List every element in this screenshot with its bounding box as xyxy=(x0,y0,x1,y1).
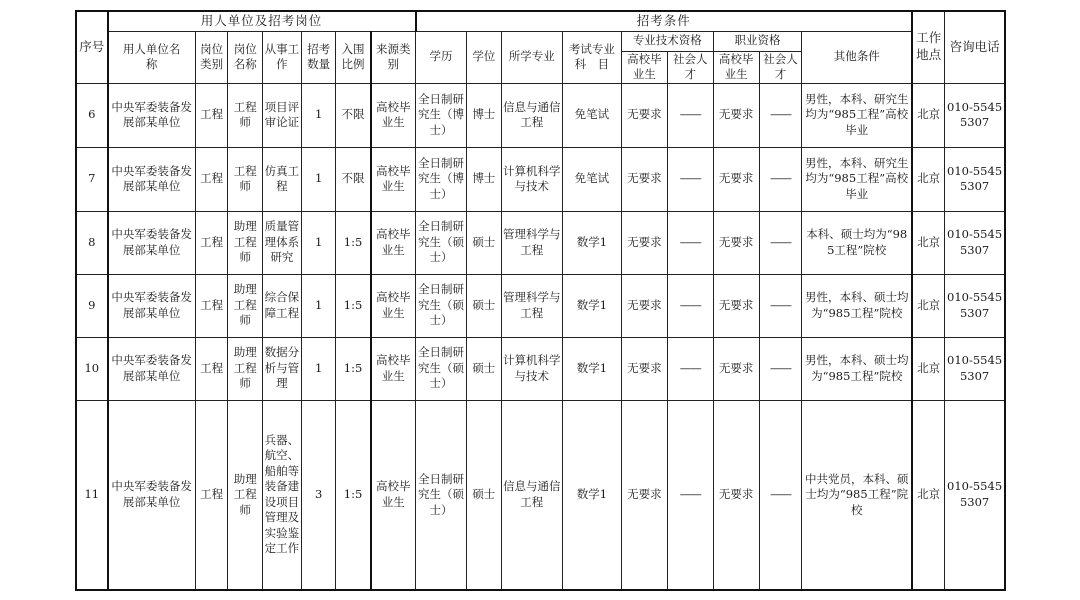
cell-post-type: 工程 xyxy=(195,400,228,590)
table-row xyxy=(76,83,1005,147)
cell-tech-social: —— xyxy=(667,83,713,147)
cell-work: 质量管理体系研究 xyxy=(263,211,302,274)
cell-post-type: 工程 xyxy=(195,211,228,274)
cell-major: 管理科学与工程 xyxy=(501,274,562,337)
cell-ratio: 1:5 xyxy=(336,211,371,274)
header-major: 所学专业 xyxy=(501,31,562,83)
cell-other: 中共党员，本科、硕士均为“985工程”院校 xyxy=(802,400,912,590)
cell-phone: 010-55455307 xyxy=(945,211,1005,274)
cell-major: 管理科学与工程 xyxy=(501,211,562,274)
cell-seq: 8 xyxy=(76,211,108,274)
header-phone: 咨询电话 xyxy=(945,11,1005,83)
header-job-social: 社会人才 xyxy=(759,51,802,83)
cell-exam: 数学1 xyxy=(562,274,621,337)
cell-tech-grad: 无要求 xyxy=(621,274,667,337)
header-tech-grad: 高校毕业生 xyxy=(621,51,667,83)
cell-work: 综合保障工程 xyxy=(263,274,302,337)
cell-tech-grad: 无要求 xyxy=(621,83,667,147)
cell-work: 兵器、航空、船舶等装备建设项目管理及实验鉴定工作 xyxy=(263,400,302,590)
cell-seq: 7 xyxy=(76,147,108,211)
cell-exam: 数学1 xyxy=(562,337,621,400)
cell-source: 高校毕业生 xyxy=(371,400,416,590)
cell-exam: 免笔试 xyxy=(562,147,621,211)
cell-exam: 数学1 xyxy=(562,211,621,274)
table-row xyxy=(76,274,1005,337)
cell-source: 高校毕业生 xyxy=(371,337,416,400)
cell-unit: 中央军委装备发展部某单位 xyxy=(108,400,196,590)
header-tech-social: 社会人才 xyxy=(667,51,713,83)
recruitment-table-sheet xyxy=(75,10,1006,586)
cell-source: 高校毕业生 xyxy=(371,274,416,337)
recruitment-table xyxy=(75,10,1006,591)
cell-post-type: 工程 xyxy=(195,83,228,147)
cell-edu: 全日制研究生（硕士） xyxy=(416,337,467,400)
cell-seq: 9 xyxy=(76,274,108,337)
cell-other: 本科、硕士均为“985工程”院校 xyxy=(802,211,912,274)
cell-edu: 全日制研究生（硕士） xyxy=(416,400,467,590)
cell-place: 北京 xyxy=(912,274,945,337)
cell-ratio: 1:5 xyxy=(336,400,371,590)
cell-tech-social: —— xyxy=(667,147,713,211)
cell-place: 北京 xyxy=(912,211,945,274)
table-body xyxy=(76,83,1005,590)
cell-unit: 中央军委装备发展部某单位 xyxy=(108,147,196,211)
header-place: 工作地点 xyxy=(912,11,945,83)
cell-count: 1 xyxy=(301,83,336,147)
cell-work: 数据分析与管理 xyxy=(263,337,302,400)
cell-other: 男性，本科、硕士均为“985工程”院校 xyxy=(802,274,912,337)
cell-tech-social: —— xyxy=(667,274,713,337)
cell-job-grad: 无要求 xyxy=(713,83,759,147)
cell-job-social: —— xyxy=(759,274,802,337)
table-row xyxy=(76,400,1005,590)
cell-unit: 中央军委装备发展部某单位 xyxy=(108,337,196,400)
cell-post-name: 助理工程师 xyxy=(228,211,263,274)
cell-count: 1 xyxy=(301,274,336,337)
cell-job-grad: 无要求 xyxy=(713,337,759,400)
cell-seq: 10 xyxy=(76,337,108,400)
cell-tech-grad: 无要求 xyxy=(621,337,667,400)
cell-post-name: 工程师 xyxy=(228,147,263,211)
cell-ratio: 1:5 xyxy=(336,337,371,400)
cell-job-grad: 无要求 xyxy=(713,400,759,590)
header-post-name: 岗位名称 xyxy=(228,31,263,83)
table-row xyxy=(76,147,1005,211)
header-post-type: 岗位类别 xyxy=(195,31,228,83)
cell-seq: 11 xyxy=(76,400,108,590)
cell-post-type: 工程 xyxy=(195,337,228,400)
cell-unit: 中央军委装备发展部某单位 xyxy=(108,211,196,274)
cell-exam: 数学1 xyxy=(562,400,621,590)
cell-post-type: 工程 xyxy=(195,147,228,211)
header-job-grad: 高校毕业生 xyxy=(713,51,759,83)
cell-tech-grad: 无要求 xyxy=(621,400,667,590)
cell-degree: 硕士 xyxy=(466,211,501,274)
cell-edu: 全日制研究生（博士） xyxy=(416,147,467,211)
cell-degree: 硕士 xyxy=(466,337,501,400)
cell-unit: 中央军委装备发展部某单位 xyxy=(108,274,196,337)
cell-edu: 全日制研究生（硕士） xyxy=(416,211,467,274)
header-exam: 考试专业科 目 xyxy=(562,31,621,83)
cell-degree: 博士 xyxy=(466,83,501,147)
cell-degree: 硕士 xyxy=(466,400,501,590)
cell-phone: 010-55455307 xyxy=(945,337,1005,400)
cell-degree: 硕士 xyxy=(466,274,501,337)
cell-place: 北京 xyxy=(912,337,945,400)
header-tech-qualification: 专业技术资格 xyxy=(621,31,713,51)
cell-phone: 010-55455307 xyxy=(945,147,1005,211)
cell-edu: 全日制研究生（硕士） xyxy=(416,274,467,337)
cell-work: 仿真工程 xyxy=(263,147,302,211)
cell-job-grad: 无要求 xyxy=(713,211,759,274)
cell-job-social: —— xyxy=(759,400,802,590)
cell-phone: 010-55455307 xyxy=(945,400,1005,590)
cell-edu: 全日制研究生（博士） xyxy=(416,83,467,147)
table-row xyxy=(76,337,1005,400)
cell-job-social: —— xyxy=(759,147,802,211)
header-other: 其他条件 xyxy=(802,31,912,83)
cell-unit: 中央军委装备发展部某单位 xyxy=(108,83,196,147)
cell-major: 计算机科学与技术 xyxy=(501,147,562,211)
cell-ratio: 1:5 xyxy=(336,274,371,337)
header-count: 招考数量 xyxy=(301,31,336,83)
cell-job-social: —— xyxy=(759,83,802,147)
header-degree: 学位 xyxy=(466,31,501,83)
header-job-qualification: 职业资格 xyxy=(713,31,802,51)
cell-seq: 6 xyxy=(76,83,108,147)
cell-count: 1 xyxy=(301,211,336,274)
header-ratio: 入围比例 xyxy=(336,31,371,83)
cell-phone: 010-55455307 xyxy=(945,83,1005,147)
header-group-conditions: 招考条件 xyxy=(416,11,913,31)
cell-job-grad: 无要求 xyxy=(713,274,759,337)
cell-tech-social: —— xyxy=(667,211,713,274)
cell-major: 信息与通信工程 xyxy=(501,83,562,147)
cell-count: 1 xyxy=(301,337,336,400)
cell-place: 北京 xyxy=(912,400,945,590)
cell-tech-grad: 无要求 xyxy=(621,211,667,274)
cell-post-name: 工程师 xyxy=(228,83,263,147)
cell-count: 3 xyxy=(301,400,336,590)
cell-exam: 免笔试 xyxy=(562,83,621,147)
cell-post-name: 助理工程师 xyxy=(228,274,263,337)
cell-degree: 博士 xyxy=(466,147,501,211)
header-source: 来源类别 xyxy=(371,31,416,83)
cell-count: 1 xyxy=(301,147,336,211)
header-seq: 序号 xyxy=(76,11,108,83)
header-group-unit: 用人单位及招考岗位 xyxy=(108,11,416,31)
cell-other: 男性，本科、硕士均为“985工程”院校 xyxy=(802,337,912,400)
cell-ratio: 不限 xyxy=(336,83,371,147)
cell-source: 高校毕业生 xyxy=(371,147,416,211)
cell-other: 男性，本科、研究生均为“985工程”高校毕业 xyxy=(802,147,912,211)
cell-job-social: —— xyxy=(759,337,802,400)
cell-tech-social: —— xyxy=(667,400,713,590)
cell-major: 计算机科学与技术 xyxy=(501,337,562,400)
cell-post-name: 助理工程师 xyxy=(228,400,263,590)
cell-source: 高校毕业生 xyxy=(371,83,416,147)
header-work: 从事工作 xyxy=(263,31,302,83)
cell-ratio: 不限 xyxy=(336,147,371,211)
cell-post-type: 工程 xyxy=(195,274,228,337)
cell-tech-social: —— xyxy=(667,337,713,400)
cell-place: 北京 xyxy=(912,83,945,147)
cell-post-name: 助理工程师 xyxy=(228,337,263,400)
header-unit-name: 用人单位名 称 xyxy=(108,31,196,83)
table-row xyxy=(76,211,1005,274)
cell-job-social: —— xyxy=(759,211,802,274)
cell-major: 信息与通信工程 xyxy=(501,400,562,590)
cell-other: 男性，本科、研究生均为“985工程”高校毕业 xyxy=(802,83,912,147)
cell-tech-grad: 无要求 xyxy=(621,147,667,211)
cell-job-grad: 无要求 xyxy=(713,147,759,211)
cell-work: 项目评审论证 xyxy=(263,83,302,147)
cell-place: 北京 xyxy=(912,147,945,211)
cell-source: 高校毕业生 xyxy=(371,211,416,274)
cell-phone: 010-55455307 xyxy=(945,274,1005,337)
header-edu: 学历 xyxy=(416,31,467,83)
